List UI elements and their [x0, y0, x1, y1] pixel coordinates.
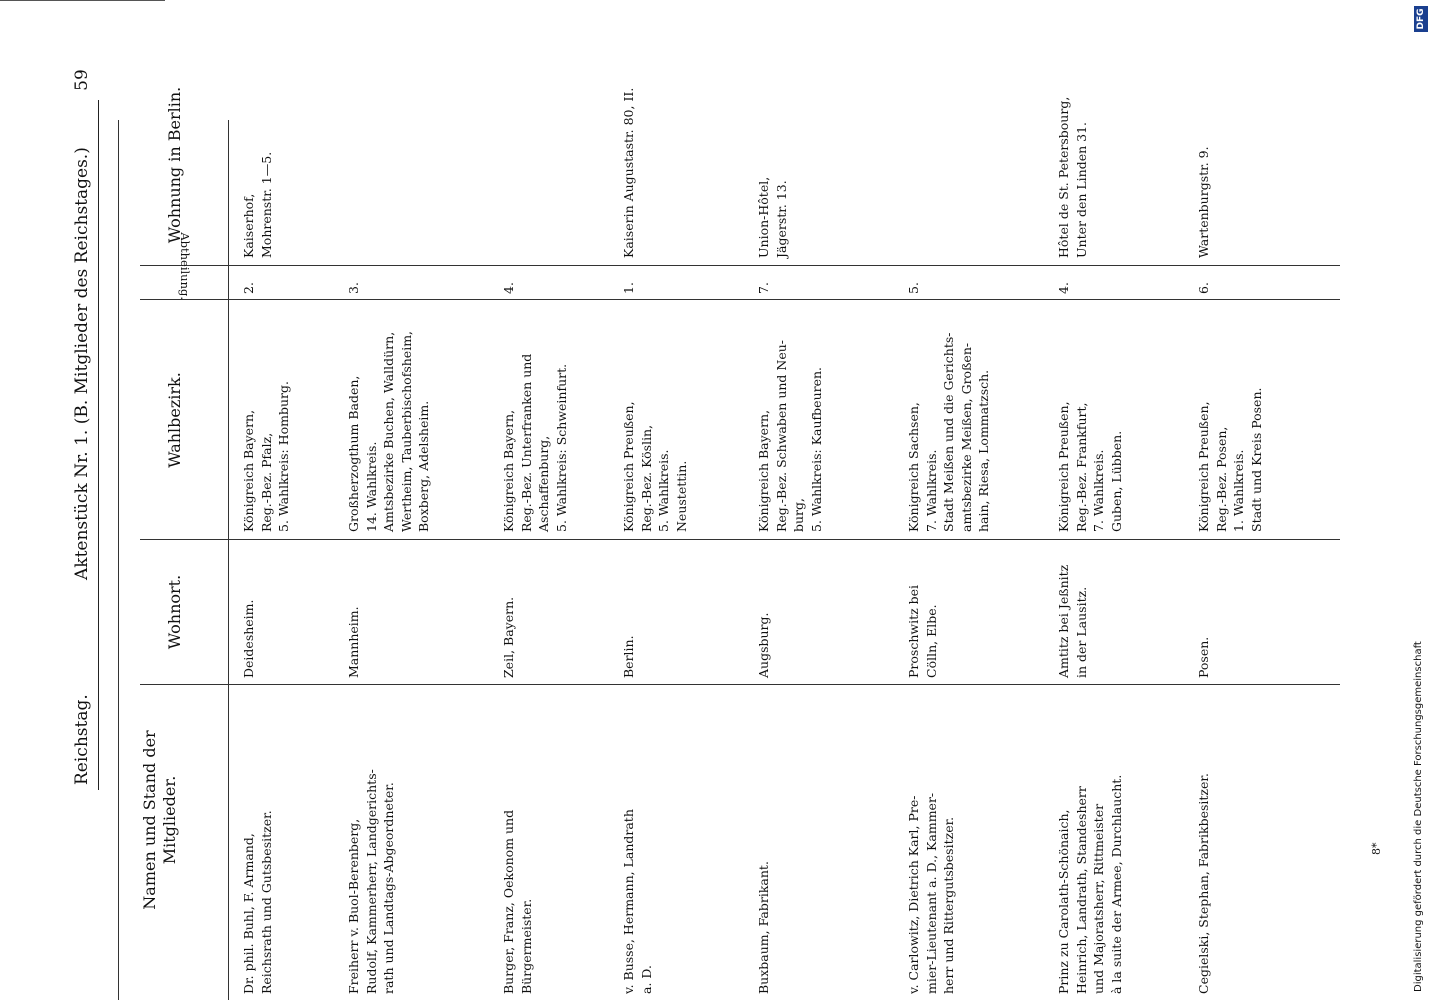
cell-line: Reg.-Bez. Posen, — [1213, 426, 1229, 532]
cell-line: Berlin. — [621, 635, 636, 678]
cell-residence — [1195, 637, 1213, 678]
cell-line: Deidesheim. — [241, 599, 256, 678]
cell-name — [905, 793, 958, 994]
cell-district — [1055, 401, 1125, 532]
cell-district — [345, 331, 433, 532]
cell-line: Neustettin. — [673, 460, 689, 532]
cell-line: Kaiserhof, — [241, 193, 256, 258]
cell-name — [755, 861, 773, 994]
cell-department — [240, 282, 258, 294]
digitization-credit — [1410, 0, 1432, 1000]
cell-department — [1055, 282, 1073, 294]
col-header-department: Abtheilung. — [178, 232, 192, 300]
cell-line: à la suite der Armee, Durchlaucht. — [1108, 774, 1124, 994]
cell-district — [905, 332, 993, 532]
cell-residence — [1055, 565, 1090, 678]
dfg-logo: DFG — [1414, 6, 1428, 32]
cell-line: Augsburg. — [756, 612, 771, 678]
cell-line: Zeil, Bayern. — [501, 596, 516, 678]
cell-line: Rudolf, Kammerherr, Landgerichts- — [363, 769, 379, 994]
cell-residence — [755, 613, 773, 679]
cell-line: Reg.-Bez. Unterfranken und — [518, 353, 534, 532]
cell-line: Unter den Linden 31. — [1073, 121, 1089, 258]
cell-line: Königreich Preußen, — [1196, 401, 1211, 532]
cell-line: Bürgermeister. — [518, 898, 534, 994]
cell-line: 2. — [241, 282, 256, 294]
cell-line: Reg.-Bez. Schwaben und Neu- — [773, 340, 789, 532]
cell-line: 1. Wahlkreis. — [1231, 449, 1246, 532]
cell-berlin — [1195, 146, 1213, 258]
cell-line: Königreich Preußen, — [1056, 401, 1071, 532]
cell-line: Union-Hôtel, — [756, 176, 771, 258]
cell-line: 7. Wahlkreis. — [923, 449, 939, 532]
col-sep-2 — [140, 539, 1340, 540]
table-top-rule — [118, 120, 119, 1000]
col-sep-4 — [140, 265, 1340, 266]
cell-line: Guben, Lübben. — [1108, 430, 1124, 532]
cell-department — [345, 282, 363, 294]
credit-strip — [1410, 0, 1432, 1000]
cell-line: a. D. — [638, 965, 654, 994]
cell-line: Reg.-Bez. Köslin, — [638, 424, 654, 532]
cell-line: Reichsrath und Gutsbesitzer. — [258, 810, 274, 994]
cell-line: Königreich Sachsen, — [906, 402, 921, 532]
col-header-residence: Wohnort. — [165, 574, 184, 650]
cell-line: 3. — [346, 282, 361, 294]
cell-line: Königreich Preußen, — [621, 401, 636, 532]
cell-department — [620, 282, 638, 294]
cell-department — [1195, 282, 1213, 294]
table-header-rule — [228, 120, 229, 1000]
cell-line: Mohrenstr. 1—5. — [258, 151, 274, 258]
cell-line: mier-Lieutenant a. D., Kammer- — [923, 792, 939, 994]
cell-line: Proschwitz bei — [906, 584, 921, 678]
cell-name — [1055, 775, 1125, 994]
cell-line: Königreich Bayern, — [756, 409, 771, 532]
cell-district — [500, 354, 570, 532]
cell-line: 6. — [1196, 282, 1211, 294]
cell-line: Amtsbezirke Buchen, Walldürn, — [381, 331, 396, 532]
cell-line: Reg.-Bez. Pfalz, — [258, 432, 274, 532]
col-sep-1 — [140, 684, 1340, 685]
cell-line: 1. — [621, 282, 636, 294]
cell-line: Cegielski, Stephan, Fabrikbesitzer. — [1196, 773, 1211, 994]
cell-district — [620, 401, 690, 532]
cell-line: 5. Wahlkreis: Homburg. — [276, 381, 291, 532]
cell-line: 7. — [756, 282, 771, 294]
cell-line: Boxberg, Adelsheim. — [416, 400, 431, 532]
cell-line: Prinz zu Carolath-Schönaich, — [1056, 809, 1071, 994]
cell-line: Burger, Franz, Oekonom und — [501, 809, 516, 994]
col-sep-3 — [140, 299, 1340, 300]
cell-line: Reg.-Bez. Frankfurt, — [1073, 402, 1089, 532]
cell-line: burg, — [791, 497, 806, 532]
cell-line: 4. — [501, 282, 516, 294]
cell-line: hain, Riesa, Lommatzsch. — [976, 369, 991, 532]
cell-department — [500, 282, 518, 294]
cell-line: Freiherr v. Buol-Berenberg, — [346, 818, 361, 994]
cell-line: Hôtel de St. Petersbourg, — [1056, 96, 1071, 258]
col-header-berlin: Wohnung in Berlin. — [165, 86, 184, 244]
header-left: Reichstag. — [72, 694, 92, 785]
header-title: Aktenstück Nr. 1. (B. Mitglieder des Reichstages.) — [72, 147, 92, 580]
cell-name — [620, 809, 655, 994]
cell-line: v. Carlowitz, Dietrich Karl, Pre- — [906, 795, 921, 994]
cell-line: herr und Rittergutsbesitzer. — [941, 816, 956, 994]
cell-berlin — [240, 152, 275, 258]
cell-line: Königreich Bayern, — [501, 409, 516, 532]
col-header-district: Wahlbezirk. — [165, 372, 184, 468]
cell-line: Jägerstr. 13. — [773, 180, 789, 258]
cell-line: in der Lausitz. — [1073, 586, 1089, 678]
cell-berlin — [620, 88, 638, 258]
cell-line: Mannheim. — [346, 606, 361, 678]
cell-line: Großherzogthum Baden, — [346, 375, 361, 532]
cell-name — [500, 810, 535, 994]
cell-line: Cölln, Elbe. — [923, 604, 939, 678]
signature-mark: 8* — [1370, 842, 1383, 855]
cell-line: Posen. — [1196, 636, 1211, 678]
cell-line: Buxbaum, Fabrikant. — [756, 861, 771, 994]
page-number: 59 — [72, 69, 92, 91]
cell-name — [1195, 773, 1213, 994]
cell-line: Heinrich, Landrath, Standesherr — [1073, 786, 1089, 994]
cell-line: Wartenburgstr. 9. — [1196, 146, 1211, 258]
cell-department — [755, 282, 773, 294]
cell-line: amtsbezirke Meißen, Großen- — [958, 342, 974, 532]
cell-line: Amtitz bei Jeßnitz — [1056, 564, 1071, 678]
cell-line: rath und Landtags-Abgeordneter. — [381, 782, 396, 994]
cell-district — [1195, 388, 1265, 532]
cell-berlin — [755, 177, 790, 258]
cell-line: 7. Wahlkreis. — [1091, 449, 1106, 532]
cell-line: 5. Wahlkreis. — [656, 449, 671, 532]
cell-residence — [240, 599, 258, 678]
cell-line: 5. Wahlkreis: Schweinfurt. — [553, 363, 569, 532]
cell-line: Kaiserin Augustastr. 80, II. — [621, 87, 636, 258]
cell-line: v. Busse, Hermann, Landrath — [621, 809, 636, 994]
cell-district — [240, 381, 293, 532]
credit-text: Digitalisierung gefördert durch die Deutsche Forschungsgemeinschaft — [1413, 641, 1424, 992]
cell-line: Aschaffenburg, — [536, 435, 551, 532]
cell-line: Königreich Bayern, — [241, 409, 256, 532]
cell-line: Wertheim, Tauberbischofsheim, — [398, 330, 414, 532]
cell-berlin — [1055, 97, 1090, 258]
cell-line: 5. Wahlkreis: Kaufbeuren. — [808, 366, 824, 532]
cell-line: Stadt Meißen und die Gerichts- — [941, 332, 956, 532]
cell-department — [905, 282, 923, 294]
cell-residence — [345, 606, 363, 678]
cell-line: 14. Wahlkreis. — [363, 441, 379, 532]
cell-line: Dr. phil. Buhl, F. Armand, — [241, 833, 256, 994]
cell-residence — [620, 635, 638, 678]
cell-name — [345, 769, 398, 994]
cell-residence — [500, 597, 518, 678]
cell-name — [240, 810, 275, 994]
col-header-name: Namen und Stand der Mitglieder. — [140, 730, 179, 910]
cell-line: 4. — [1056, 282, 1071, 294]
cell-district — [755, 340, 825, 532]
cell-line: und Majoratsherr, Rittmeister — [1091, 803, 1106, 994]
cell-line: 5. — [906, 282, 921, 294]
cell-line: Stadt und Kreis Posen. — [1248, 387, 1264, 532]
cell-residence — [905, 585, 940, 678]
